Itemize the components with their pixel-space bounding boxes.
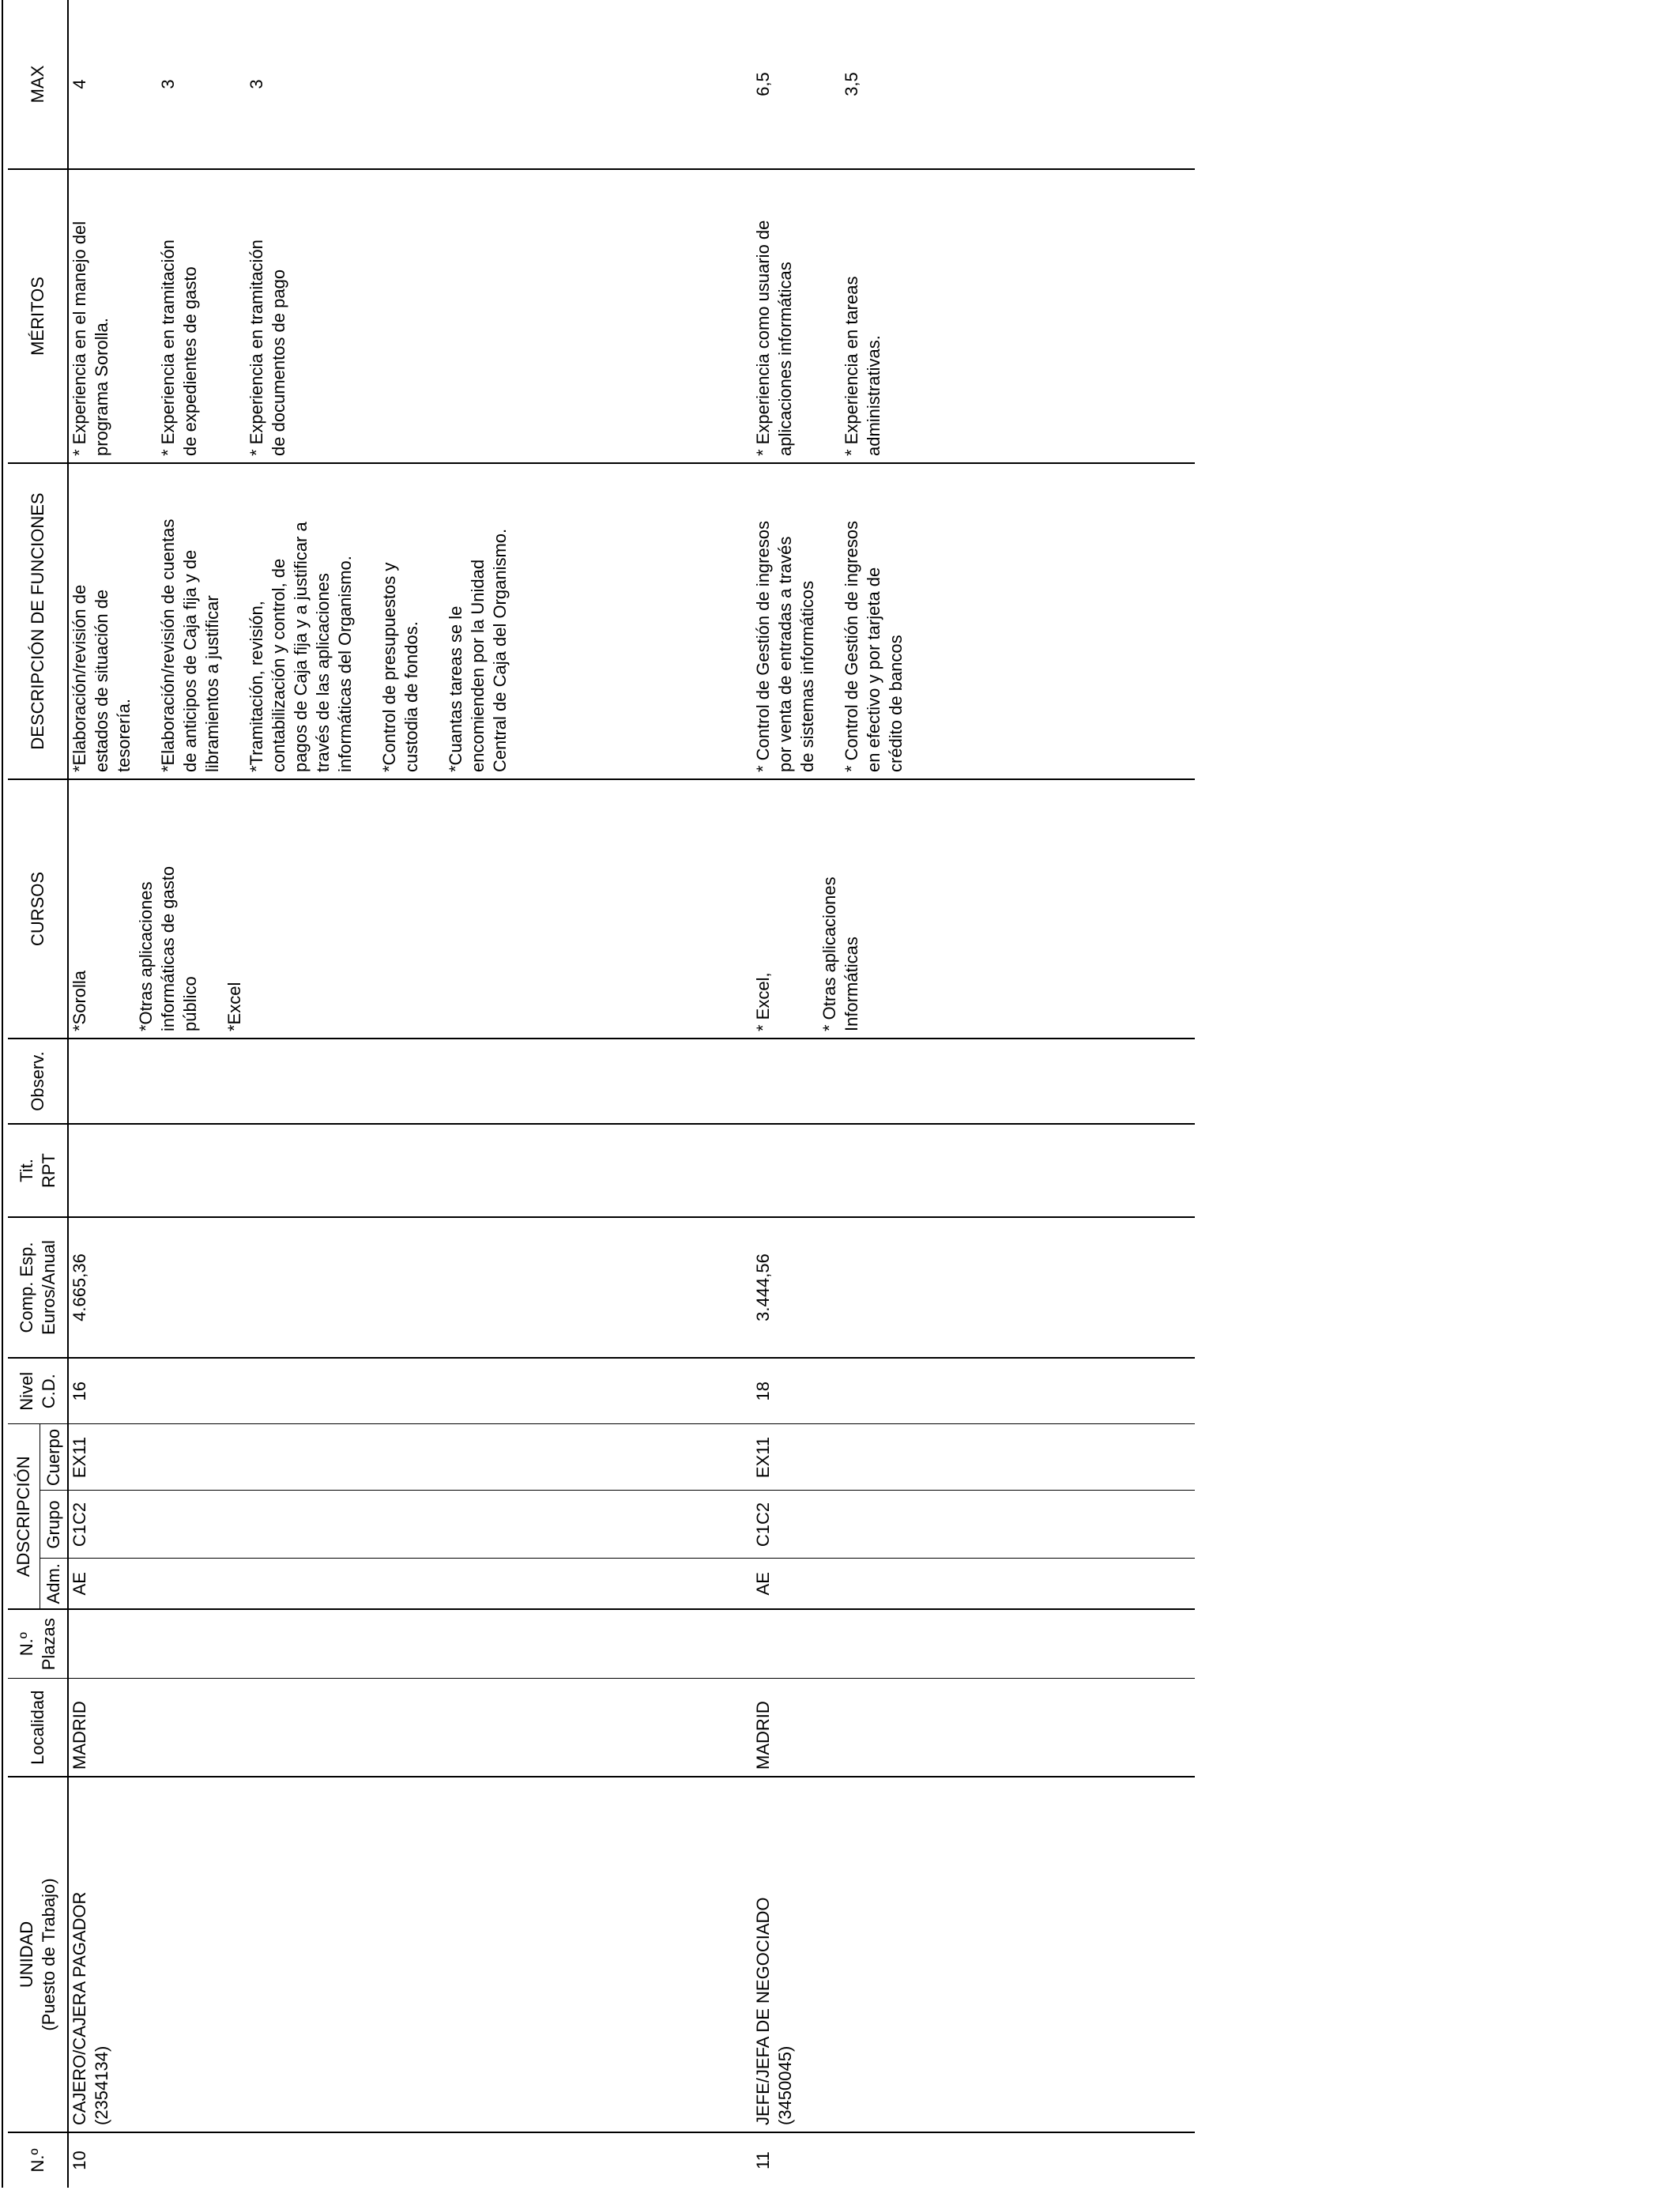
cell-descripcion: * Control de Gestión de ingresos por venta de entradas a través de sistemas informáticos * Control de Gestión de ingresos en efectivo y por tarjeta de crédito de bancos (752, 463, 1195, 779)
cell-localidad: MADRID (68, 1679, 752, 1777)
header-plazas: N.º Plazas (8, 1609, 68, 1679)
cell-unidad: JEFE/JEFA DE NEGOCIADO (3450045) (752, 1777, 1195, 2132)
job-positions-table (8, 0, 1195, 2188)
cell-observ (752, 1039, 1195, 1124)
cell-observ (68, 1039, 752, 1124)
header-comp-esp: Comp. Esp. Euros/Anual (8, 1217, 68, 1358)
cell-localidad: MADRID (752, 1679, 1195, 1777)
cell-comp-esp: 3.444,56 (752, 1217, 1195, 1358)
cell-nivel: 16 (68, 1358, 752, 1424)
header-max: MAX (8, 0, 68, 169)
cell-cursos: * Excel, * Otras aplicaciones Informáticas (752, 779, 1195, 1039)
cell-descripcion: *Elaboración/revisión de estados de situación de tesorería. *Elaboración/revisión de cuentas de anticipos de Caja fija y de libramientos a justificar *Tramitación, revisión, contabilización y control, de pagos de Caja fija y a justificar a través de las aplicaciones informáticas del Organismo. *Control de presupuestos y custodia de fondos. *Cuantas tareas se le encomienden por la Unidad Central de Caja del Organismo. (68, 463, 752, 779)
header-nivel: Nivel C.D. (8, 1358, 68, 1424)
cell-max: 4 3 3 (68, 0, 752, 169)
header-tit-rpt: Tit. RPT (8, 1124, 68, 1217)
cell-grupo: C1C2 (752, 1491, 1195, 1559)
cell-comp-esp: 4.665,36 (68, 1217, 752, 1358)
header-grupo: Grupo (40, 1491, 69, 1559)
cell-adm: AE (752, 1559, 1195, 1609)
cell-cursos: *Sorolla *Otras aplicaciones informáticas de gasto público *Excel (68, 779, 752, 1039)
cell-unidad: CAJERO/CAJERA PAGADOR (2354134) (68, 1777, 752, 2132)
header-cursos: CURSOS (8, 779, 68, 1039)
header-adm: Adm. (40, 1559, 69, 1609)
header-adscripcion: ADSCRIPCIÓN (8, 1424, 40, 1609)
table-row (68, 0, 752, 2188)
cell-tit-rpt (752, 1124, 1195, 1217)
cell-cuerpo: EX11 (752, 1424, 1195, 1491)
cell-meritos: * Experiencia en el manejo del programa Sorolla. * Experiencia en tramitación de expedientes de gasto * Experiencia en tramitación de documentos de pago (68, 169, 752, 463)
table-body (68, 0, 1195, 2188)
table-header (8, 0, 68, 2188)
header-localidad: Localidad (8, 1679, 68, 1777)
header-descripcion: DESCRIPCIÓN DE FUNCIONES (8, 463, 68, 779)
table-row (752, 0, 1195, 2188)
cell-plazas (68, 1609, 752, 1679)
cell-grupo: C1C2 (68, 1491, 752, 1559)
top-rule (2, 0, 3, 2188)
header-unidad: UNIDAD (Puesto de Trabajo) (8, 1777, 68, 2132)
cell-plazas (752, 1609, 1195, 1679)
cell-max: 6,5 3,5 (752, 0, 1195, 169)
cell-tit-rpt (68, 1124, 752, 1217)
header-meritos: MÉRITOS (8, 169, 68, 463)
cell-number: 10 (70, 2151, 89, 2170)
cell-meritos: * Experiencia como usuario de aplicaciones informáticas * Experiencia en tareas administrativas. (752, 169, 1195, 463)
cell-adm: AE (68, 1559, 752, 1609)
cell-number: 11 (753, 2151, 773, 2169)
cell-cuerpo: EX11 (68, 1424, 752, 1491)
header-number: N.º (8, 2132, 68, 2188)
header-observ: Observ. (8, 1039, 68, 1124)
cell-nivel: 18 (752, 1358, 1195, 1424)
header-cuerpo: Cuerpo (40, 1424, 69, 1491)
